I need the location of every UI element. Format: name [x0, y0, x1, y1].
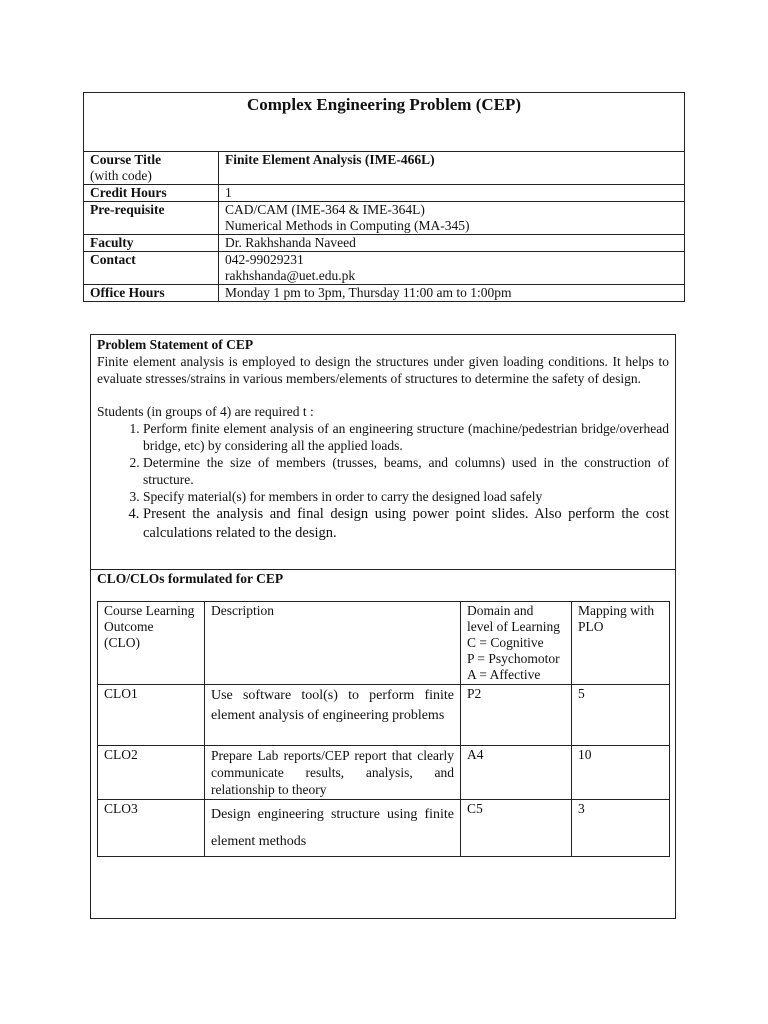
problem-intro: Finite element analysis is employed to design the structures under given loading conditions. It helps to evaluate stresses/strains in various members/elements of structures to determine the safety of design. — [97, 354, 669, 386]
header-text: C = Cognitive — [467, 635, 544, 650]
header-text: Outcome — [104, 619, 154, 634]
table-row — [98, 746, 670, 800]
clo-plo: 5 — [572, 685, 670, 746]
problem-students: Students (in groups of 4) are required t : — [97, 404, 314, 419]
header-text: (CLO) — [104, 635, 140, 650]
clo-id: CLO3 — [98, 800, 205, 857]
prerequisite-line: CAD/CAM (IME-364 & IME-364L) — [225, 202, 425, 217]
clo-domain: C5 — [461, 800, 572, 857]
credit-hours-value: 1 — [219, 185, 685, 202]
clo-table — [97, 601, 670, 857]
contact-phone: 042-99029231 — [225, 252, 304, 267]
header-text: PLO — [578, 619, 604, 634]
prerequisite-line: Numerical Methods in Computing (MA-345) — [225, 218, 470, 233]
clo-description: Design engineering structure using finite element methods — [205, 800, 461, 857]
list-item: 3. Specify material(s) for members in order to carry the designed load safely — [143, 488, 669, 505]
info-row-faculty — [84, 235, 685, 252]
header-text: Domain and — [467, 603, 534, 618]
clo-id: CLO1 — [98, 685, 205, 746]
header-text: P = Psychomotor — [467, 651, 560, 666]
header-text: Description — [211, 603, 274, 618]
info-row-course-title — [84, 152, 685, 185]
contact-label: Contact — [84, 252, 219, 285]
header-text: level of Learning — [467, 619, 560, 634]
header-domain — [461, 602, 572, 685]
table-row — [98, 800, 670, 857]
header-plo — [572, 602, 670, 685]
cep-box — [90, 334, 676, 919]
document-title: Complex Engineering Problem (CEP) — [84, 93, 685, 152]
contact-email: rakhshanda@uet.edu.pk — [225, 268, 356, 283]
office-hours-value: Monday 1 pm to 3pm, Thursday 11:00 am to 1:00pm — [219, 285, 685, 302]
faculty-label: Faculty — [84, 235, 219, 252]
problem-statement-section — [91, 335, 675, 570]
table-row — [98, 685, 670, 746]
clo-heading: CLO/CLOs formulated for CEP — [97, 571, 284, 586]
header-clo — [98, 602, 205, 685]
faculty-value: Dr. Rakhshanda Naveed — [219, 235, 685, 252]
office-hours-label: Office Hours — [84, 285, 219, 302]
clo-domain: A4 — [461, 746, 572, 800]
course-title-label: Course Title — [90, 152, 162, 167]
course-title-sublabel: (with code) — [90, 168, 152, 183]
prerequisite-label: Pre-requisite — [84, 202, 219, 235]
info-row-office-hours — [84, 285, 685, 302]
list-item: 2. Determine the size of members (trusses, beams, and columns) used in the construction of structure. — [143, 454, 669, 488]
header-text: Course Learning — [104, 603, 195, 618]
clo-table-header — [98, 602, 670, 685]
course-info-table — [83, 92, 685, 302]
credit-hours-label: Credit Hours — [84, 185, 219, 202]
clo-plo: 10 — [572, 746, 670, 800]
clo-plo: 3 — [572, 800, 670, 857]
list-item: 1. Perform finite element analysis of an engineering structure (machine/pedestrian bridge/overhead bridge, etc) by considering all the applied loads. — [143, 420, 669, 454]
requirements-list — [97, 420, 669, 543]
list-item: 4. Present the analysis and final design using power point slides. Also perform the cost calculations related to the design. — [143, 505, 669, 543]
course-title-value: Finite Element Analysis (IME-466L) — [219, 152, 685, 185]
info-row-credit-hours — [84, 185, 685, 202]
info-row-contact — [84, 252, 685, 285]
clo-id: CLO2 — [98, 746, 205, 800]
clo-section — [91, 569, 675, 849]
info-label — [84, 152, 219, 185]
header-text: Mapping with — [578, 603, 655, 618]
contact-value — [219, 252, 685, 285]
clo-description: Prepare Lab reports/CEP report that clearly communicate results, analysis, and relationship to theory — [205, 746, 461, 800]
prerequisite-value — [219, 202, 685, 235]
problem-heading: Problem Statement of CEP — [97, 337, 254, 352]
clo-domain: P2 — [461, 685, 572, 746]
info-row-prerequisite — [84, 202, 685, 235]
header-description — [205, 602, 461, 685]
clo-description: Use software tool(s) to perform finite element analysis of engineering problems — [205, 685, 461, 746]
header-text: A = Affective — [467, 667, 541, 682]
